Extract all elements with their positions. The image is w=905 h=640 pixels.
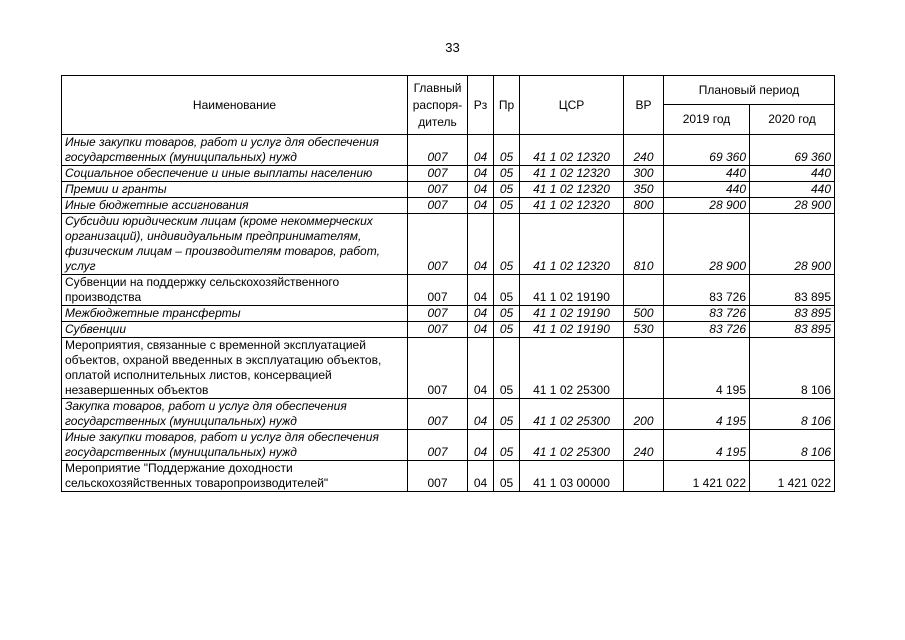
cell-pr: 05	[494, 135, 520, 166]
cell-2019: 69 360	[664, 135, 750, 166]
cell-chief-admin: 007	[408, 399, 468, 430]
cell-vr: 300	[624, 166, 664, 182]
cell-pr: 05	[494, 338, 520, 399]
cell-chief-admin: 007	[408, 306, 468, 322]
cell-2020: 28 900	[750, 214, 835, 275]
cell-pr: 05	[494, 198, 520, 214]
cell-csr: 41 1 02 12320	[520, 166, 624, 182]
cell-csr: 41 1 02 19190	[520, 306, 624, 322]
header-planned-period: Плановый период	[664, 76, 835, 105]
table-row	[62, 399, 835, 430]
cell-2019: 83 726	[664, 275, 750, 306]
cell-2020: 83 895	[750, 322, 835, 338]
cell-chief-admin: 007	[408, 182, 468, 198]
cell-csr: 41 1 02 12320	[520, 182, 624, 198]
cell-pr: 05	[494, 214, 520, 275]
table-row	[62, 322, 835, 338]
table-row	[62, 214, 835, 275]
cell-2019: 83 726	[664, 322, 750, 338]
cell-rz: 04	[468, 322, 494, 338]
cell-2020: 440	[750, 182, 835, 198]
cell-2019: 4 195	[664, 430, 750, 461]
cell-2020: 8 106	[750, 338, 835, 399]
cell-pr: 05	[494, 399, 520, 430]
cell-pr: 05	[494, 322, 520, 338]
header-rz: Рз	[468, 76, 494, 135]
cell-csr: 41 1 02 25300	[520, 338, 624, 399]
cell-rz: 04	[468, 135, 494, 166]
cell-chief-admin: 007	[408, 322, 468, 338]
cell-pr: 05	[494, 461, 520, 492]
cell-chief-admin: 007	[408, 198, 468, 214]
cell-2020: 1 421 022	[750, 461, 835, 492]
cell-rz: 04	[468, 275, 494, 306]
cell-chief-admin: 007	[408, 430, 468, 461]
cell-csr: 41 1 02 12320	[520, 198, 624, 214]
cell-rz: 04	[468, 461, 494, 492]
cell-name: Социальное обеспечение и иные выплаты населению	[62, 166, 408, 182]
table-body	[62, 135, 835, 492]
header-vr: ВР	[624, 76, 664, 135]
cell-csr: 41 1 02 19190	[520, 322, 624, 338]
cell-2020: 8 106	[750, 399, 835, 430]
cell-vr: 800	[624, 198, 664, 214]
cell-chief-admin: 007	[408, 166, 468, 182]
header-year-2019: 2019 год	[664, 105, 750, 135]
cell-2019: 4 195	[664, 399, 750, 430]
table-row	[62, 430, 835, 461]
cell-2019: 28 900	[664, 198, 750, 214]
cell-chief-admin: 007	[408, 214, 468, 275]
cell-rz: 04	[468, 338, 494, 399]
cell-chief-admin: 007	[408, 275, 468, 306]
cell-name: Субвенции	[62, 322, 408, 338]
cell-2020: 8 106	[750, 430, 835, 461]
cell-pr: 05	[494, 182, 520, 198]
cell-pr: 05	[494, 166, 520, 182]
cell-2020: 440	[750, 166, 835, 182]
cell-vr: 200	[624, 399, 664, 430]
cell-2019: 83 726	[664, 306, 750, 322]
cell-name: Субвенции на поддержку сельскохозяйственного производства	[62, 275, 408, 306]
cell-name: Иные бюджетные ассигнования	[62, 198, 408, 214]
table-row	[62, 182, 835, 198]
cell-pr: 05	[494, 430, 520, 461]
cell-csr: 41 1 02 19190	[520, 275, 624, 306]
cell-pr: 05	[494, 275, 520, 306]
cell-2019: 440	[664, 166, 750, 182]
cell-2019: 440	[664, 182, 750, 198]
header-year-2020: 2020 год	[750, 105, 835, 135]
cell-rz: 04	[468, 306, 494, 322]
table-row	[62, 166, 835, 182]
table-row	[62, 461, 835, 492]
cell-2020: 83 895	[750, 306, 835, 322]
cell-rz: 04	[468, 430, 494, 461]
cell-csr: 41 1 02 12320	[520, 214, 624, 275]
cell-vr: 530	[624, 322, 664, 338]
cell-vr	[624, 461, 664, 492]
table-row	[62, 338, 835, 399]
cell-vr: 240	[624, 135, 664, 166]
cell-pr: 05	[494, 306, 520, 322]
cell-vr: 240	[624, 430, 664, 461]
cell-vr: 500	[624, 306, 664, 322]
cell-rz: 04	[468, 214, 494, 275]
cell-rz: 04	[468, 182, 494, 198]
cell-csr: 41 1 02 25300	[520, 399, 624, 430]
page-number: 33	[445, 40, 460, 55]
cell-vr	[624, 338, 664, 399]
cell-2020: 83 895	[750, 275, 835, 306]
cell-name: Субсидии юридическим лицам (кроме некоммерческих организаций), индивидуальным предпринимателям, физическим лицам – производителям товаров, работ, услуг	[62, 214, 408, 275]
cell-rz: 04	[468, 166, 494, 182]
cell-name: Мероприятие "Поддержание доходности сельскохозяйственных товаропроизводителей"	[62, 461, 408, 492]
header-chief-admin: Главный распоря-дитель	[408, 76, 468, 135]
cell-2019: 4 195	[664, 338, 750, 399]
header-csr: ЦСР	[520, 76, 624, 135]
cell-rz: 04	[468, 399, 494, 430]
cell-name: Премии и гранты	[62, 182, 408, 198]
cell-2020: 69 360	[750, 135, 835, 166]
header-pr: Пр	[494, 76, 520, 135]
cell-name: Мероприятия, связанные с временной эксплуатацией объектов, охраной введенных в эксплуатацию объектов, оплатой исполнительных листов, консервацией незавершенных объектов	[62, 338, 408, 399]
cell-2019: 28 900	[664, 214, 750, 275]
cell-csr: 41 1 02 12320	[520, 135, 624, 166]
table-row	[62, 306, 835, 322]
cell-name: Закупка товаров, работ и услуг для обеспечения государственных (муниципальных) нужд	[62, 399, 408, 430]
cell-chief-admin: 007	[408, 135, 468, 166]
cell-name: Иные закупки товаров, работ и услуг для обеспечения государственных (муниципальных) нужд	[62, 430, 408, 461]
cell-vr	[624, 275, 664, 306]
cell-vr: 350	[624, 182, 664, 198]
table-row	[62, 275, 835, 306]
table-row	[62, 135, 835, 166]
cell-rz: 04	[468, 198, 494, 214]
cell-name: Межбюджетные трансферты	[62, 306, 408, 322]
cell-vr: 810	[624, 214, 664, 275]
cell-chief-admin: 007	[408, 461, 468, 492]
cell-name: Иные закупки товаров, работ и услуг для обеспечения государственных (муниципальных) нужд	[62, 135, 408, 166]
cell-chief-admin: 007	[408, 338, 468, 399]
table-row	[62, 198, 835, 214]
cell-csr: 41 1 03 00000	[520, 461, 624, 492]
cell-csr: 41 1 02 25300	[520, 430, 624, 461]
header-name: Наименование	[62, 76, 408, 135]
budget-table	[61, 75, 835, 492]
cell-2020: 28 900	[750, 198, 835, 214]
cell-2019: 1 421 022	[664, 461, 750, 492]
